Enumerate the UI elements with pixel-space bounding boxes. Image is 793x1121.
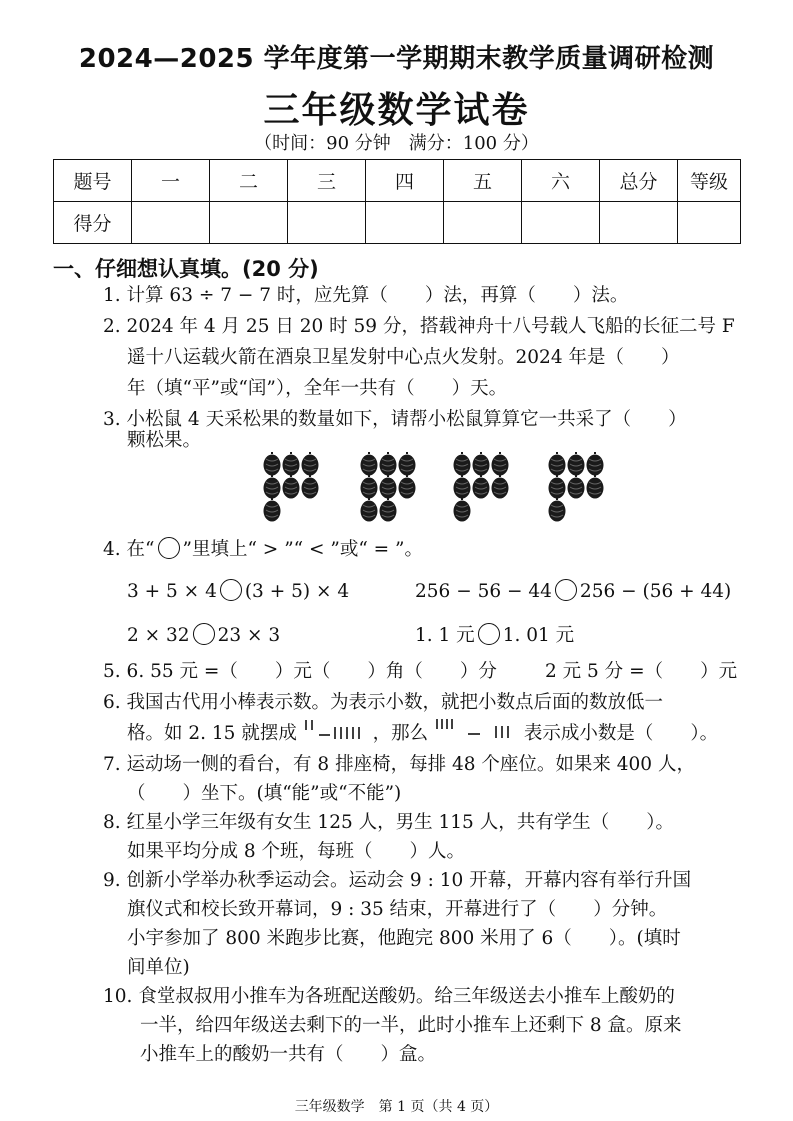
pinecone-group	[361, 452, 416, 522]
question-text: 计算 63 ÷ 7 − 7 时，应先算（ ）法，再算（ ）法。	[126, 285, 629, 306]
question-text-line: 运动场一侧的看台，有 8 排座椅，每排 48 个座位。如果来 400 人，	[126, 754, 695, 775]
pinecone-icon	[380, 497, 397, 522]
question-number: 8.	[103, 812, 121, 833]
pinecone-icon	[361, 497, 378, 522]
pinecone-icon	[361, 474, 378, 499]
question-2-line-3: 年（填“平”或“闰”），全年一共有（ ）天。	[127, 378, 508, 399]
score-header-cell: 三	[288, 160, 366, 202]
question-8	[103, 807, 674, 838]
compare-item-4	[415, 620, 574, 651]
question-number: 6.	[103, 692, 121, 713]
rod-numeral-example-icon	[303, 718, 367, 742]
pinecone-icon	[587, 452, 604, 476]
question-6	[103, 687, 663, 718]
question-7	[103, 749, 695, 780]
question-10-line-2: 一半，给四年级送去剩下的一半，此时小推车上还剩下 8 盒。原来	[140, 1015, 682, 1036]
score-table-score-row	[54, 202, 741, 244]
rod-numeral-question-icon	[434, 718, 518, 742]
question-text: 格。如 2. 15 就摆成	[127, 723, 297, 744]
question-5	[103, 656, 497, 687]
pinecone-icon	[473, 452, 490, 476]
score-cell[interactable]	[210, 202, 288, 244]
compare-circle[interactable]	[220, 579, 242, 601]
pinecone-icon	[568, 474, 585, 499]
exam-meta: （时间：90 分钟 满分：100 分）	[254, 133, 539, 154]
question-text-line: 创新小学举办秋季运动会。运动会 9 : 10 开幕，开幕内容有举行升国	[126, 870, 692, 891]
compare-right: 256 − (56 + 44)	[579, 581, 732, 602]
question-number: 4.	[103, 539, 121, 560]
score-cell[interactable]	[366, 202, 444, 244]
pinecone-icon	[380, 474, 397, 499]
question-text-line: 红星小学三年级有女生 125 人，男生 115 人，共有学生（ ）。	[126, 812, 674, 833]
pinecone-icon	[399, 474, 416, 499]
question-10-line-3: 小推车上的酸奶一共有（ ）盒。	[140, 1044, 437, 1065]
compare-right: 23 × 3	[217, 625, 281, 646]
score-header-cell: 题号	[54, 160, 132, 202]
question-2	[103, 311, 735, 342]
compare-left: 2 × 32	[127, 625, 190, 646]
compare-right: 1. 01 元	[502, 625, 575, 646]
score-cell[interactable]	[522, 202, 600, 244]
question-number: 2.	[103, 316, 121, 337]
question-4	[103, 534, 423, 565]
question-9-line-4: 间单位)	[127, 957, 190, 978]
compare-item-2	[415, 576, 731, 607]
pinecone-groups	[262, 452, 612, 524]
score-cell[interactable]	[678, 202, 741, 244]
pinecone-group	[264, 452, 319, 522]
score-table-header-row	[54, 160, 741, 202]
pinecone-icon	[264, 474, 281, 499]
exam-header-title: 2024—2025 学年度第一学期期末教学质量调研检测	[78, 44, 715, 74]
question-8-line-2: 如果平均分成 8 个班，每班（ ）人。	[127, 841, 466, 862]
question-number: 1.	[103, 285, 121, 306]
score-header-cell: 六	[522, 160, 600, 202]
question-7-line-2: （ ）坐下。(填“能”或“不能”)	[127, 783, 402, 804]
score-header-cell: 等级	[678, 160, 741, 202]
question-9-line-2: 旗仪式和校长致开幕词，9 : 35 结束，开幕进行了（ ）分钟。	[127, 899, 668, 920]
pinecone-icon	[549, 452, 566, 476]
pinecone-icon	[264, 497, 281, 522]
question-text: 在“	[126, 539, 155, 560]
question-text: ，那么	[372, 723, 429, 744]
pinecone-icon	[399, 452, 416, 476]
pinecone-icon	[454, 452, 471, 476]
question-text: ”里填上“ > ”“ < ”或“ = ”。	[182, 539, 424, 560]
compare-item-1	[127, 576, 349, 607]
pinecone-icon	[302, 452, 319, 476]
question-5-part-b: 2 元 5 分 =（ ）元	[545, 661, 738, 682]
compare-circle[interactable]	[193, 623, 215, 645]
pinecone-icon	[302, 474, 319, 499]
question-text-line: 小松鼠 4 天采松果的数量如下，请帮小松鼠算算它一共采了（ ）	[126, 409, 687, 430]
compare-left: 1. 1 元	[415, 625, 475, 646]
compare-circle[interactable]	[555, 579, 577, 601]
page-footer: 三年级数学 第 1 页（共 4 页）	[294, 1099, 499, 1115]
exam-subtitle: 三年级数学试卷	[263, 90, 530, 131]
question-number: 5.	[103, 661, 121, 682]
question-text: 表示成小数是（ ）。	[523, 723, 719, 744]
pinecone-group	[454, 452, 509, 522]
question-3-line-2: 颗松果。	[127, 430, 202, 451]
score-table	[53, 159, 741, 244]
compare-item-3	[127, 620, 280, 651]
score-cell[interactable]	[444, 202, 522, 244]
pinecone-icon	[283, 474, 300, 499]
score-header-cell: 二	[210, 160, 288, 202]
pinecone-icon	[587, 474, 604, 499]
question-9-line-3: 小宇参加了 800 米跑步比赛，他跑完 800 米用了 6（ ）。(填时	[127, 928, 681, 949]
score-header-cell: 总分	[600, 160, 678, 202]
pinecone-icon	[454, 474, 471, 499]
score-header-cell: 一	[132, 160, 210, 202]
question-number: 10.	[103, 986, 133, 1007]
pinecone-icon	[361, 452, 378, 476]
score-header-cell: 五	[444, 160, 522, 202]
question-text: 6. 55 元 =（ ）元（ ）角（ ）分	[126, 661, 497, 682]
question-number: 7.	[103, 754, 121, 775]
pinecone-icon	[492, 452, 509, 476]
score-cell[interactable]	[600, 202, 678, 244]
question-text-line: 我国古代用小棒表示数。为表示小数，就把小数点后面的数放低一	[126, 692, 664, 713]
pinecone-icon	[568, 452, 585, 476]
question-2-line-2: 遥十八运载火箭在酒泉卫星发射中心点火发射。2024 年是（ ）	[127, 347, 680, 368]
question-text-line: 2024 年 4 月 25 日 20 时 59 分，搭载神舟十八号载人飞船的长征二号 F	[126, 316, 735, 337]
pinecone-icon	[454, 497, 471, 522]
pinecone-icon	[264, 452, 281, 476]
score-cell[interactable]	[132, 202, 210, 244]
pinecone-icon	[549, 474, 566, 499]
compare-right: (3 + 5) × 4	[244, 581, 350, 602]
pinecone-icon	[473, 474, 490, 499]
question-number: 9.	[103, 870, 121, 891]
score-row-label: 得分	[54, 202, 132, 244]
compare-circle[interactable]	[478, 623, 500, 645]
score-header-cell: 四	[366, 160, 444, 202]
compare-left: 256 − 56 − 44	[415, 581, 552, 602]
pinecone-icon	[492, 474, 509, 499]
pinecone-icon	[549, 497, 566, 522]
question-10	[103, 981, 675, 1012]
question-1	[103, 280, 628, 311]
question-number: 3.	[103, 409, 121, 430]
section-title: 一、仔细想认真填。(20 分)	[53, 257, 319, 281]
question-text-line: 食堂叔叔用小推车为各班配送酸奶。给三年级送去小推车上酸奶的	[138, 986, 675, 1007]
pinecone-icon	[283, 452, 300, 476]
score-cell[interactable]	[288, 202, 366, 244]
circle-icon	[158, 537, 180, 559]
pinecone-group	[549, 452, 604, 522]
pinecone-icon	[380, 452, 397, 476]
compare-left: 3 + 5 × 4	[127, 581, 217, 602]
question-6-line-2	[127, 718, 718, 749]
question-9	[103, 865, 691, 896]
